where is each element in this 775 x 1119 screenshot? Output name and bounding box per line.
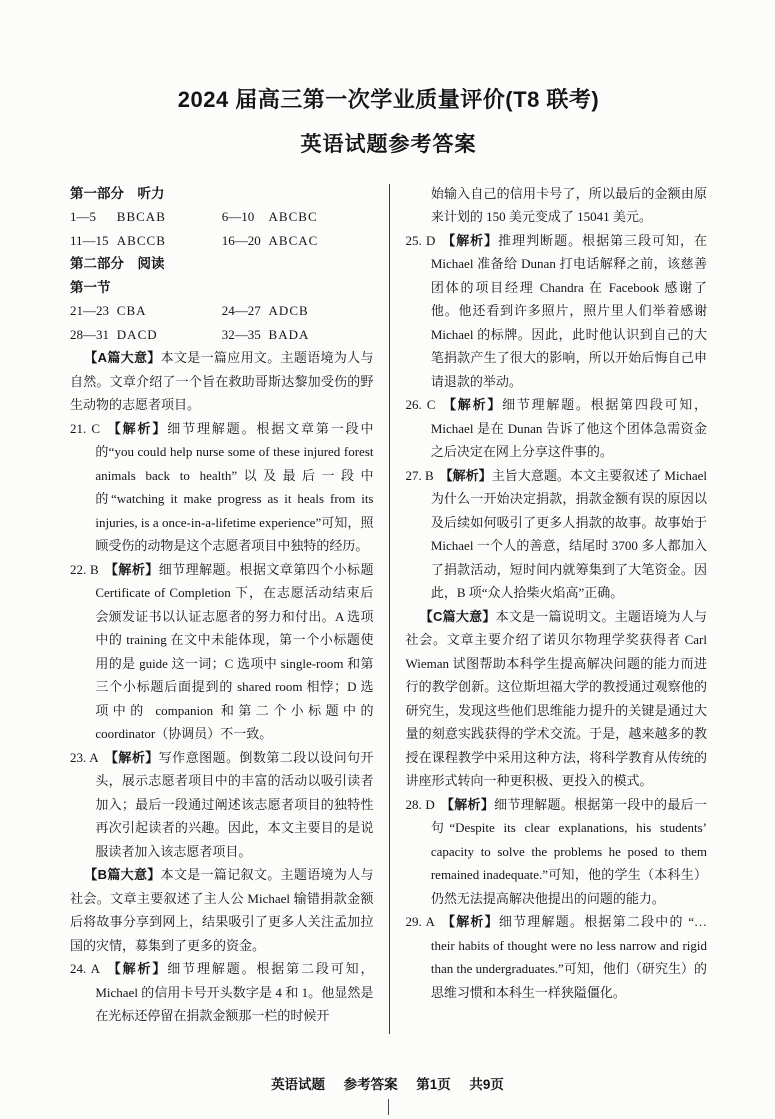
question-range: 24—27 <box>221 303 261 319</box>
label-tag: 【解析】 <box>105 420 168 436</box>
analysis-item: 23. A 【解析】写作意图题。倒数第二段以设问句开头，展示志愿者项目中的丰富的活动以吸引读者加入；最后一段通过阐述该志愿者项目的独特性再次引起读者的兴趣。因此，本文主要目的是说服读者加入该志愿者项目。 <box>70 749 374 859</box>
answer-letters: BADA <box>268 326 310 342</box>
question-number-answer: 24. A <box>70 961 101 977</box>
footer-total-pages: 共9页 <box>469 1077 504 1092</box>
label-tag: 【C篇大意】 <box>419 608 496 624</box>
answer-key-row <box>70 205 374 229</box>
answer-letters: ADCB <box>268 303 309 319</box>
question-number-answer: 29. A <box>405 914 435 930</box>
answer-key-cell <box>70 229 222 253</box>
analysis-item: 27. B 【解析】主旨大意题。本文主要叙述了 Michael 为什么一开始决定捐款，捐款金额有误的原因以及后续如何吸引了更多人捐款的故事。故事始于 Michael 一个人的善意，结尾时 3700 多人都加入了捐款活动，短时间内就筹集到了大笔资金。因此，B 项“众人拾柴火焰高”正确。 <box>405 467 707 601</box>
answer-letters: ABCAC <box>268 232 319 248</box>
footer-page-number: 第1页 <box>416 1077 451 1092</box>
page-footer <box>0 1073 775 1093</box>
passage-summary: 【C篇大意】本文是一篇说明文。主题语境为人与社会。文章主要介绍了诺贝尔物理学奖获得者 Carl Wieman 试图帮助本科学生提高解决问题的能力而进行的教学创新。这位斯坦福大学的教授通过观察他的研究生，发现这些他们思维能力提升的关键是通过大量的刻意实践获得的学术交流。于是，越来越多的教授在课程教学中采用这种方法，将科学教育从传统的讲座形式转向一种更积极、更投入的模式。 <box>405 608 707 789</box>
passage-summary: 【B篇大意】本文是一篇记叙文。主题语境为人与社会。文章主要叙述了主人公 Michael 输错捐款金额后将故事分享到网上，结果吸引了更多人关注孟加拉国的灾情，募集到了更多的资金。 <box>70 867 374 953</box>
label-tag: 【解析】 <box>440 914 499 930</box>
footer-doc-name: 英语试题 <box>271 1077 326 1092</box>
answer-key-cell <box>222 299 374 323</box>
continuation-paragraph: 始输入自己的信用卡号了，所以最后的金额由原来计划的 150 美元变成了 15041 美元。 <box>430 185 707 225</box>
answer-key-cell <box>70 299 222 323</box>
question-range: 32—35 <box>221 326 261 342</box>
answer-key-cell <box>222 323 374 347</box>
question-number-answer: 26. C <box>405 397 436 413</box>
answer-letters: ABCBC <box>268 209 318 225</box>
analysis-item: 22. B 【解析】细节理解题。根据文章第四个小标题 Certificate of Completion 下，在志愿活动结束后会颁发证书以认证志愿者的努力和付出。A 选项中的 training 在文中未能体现，第一个小标题使用的是 guide 这一词；C 选项中 single-room 和第三个小标题后面提到的 shared room 相悖；D 选项中的 companion 和第二个小标题中的 coordinator（协调员）不一致。 <box>70 561 374 742</box>
question-number-answer: 22. B <box>70 561 99 577</box>
answer-key-cell <box>222 205 374 229</box>
answer-key-cell <box>70 323 222 347</box>
section-heading: 第一节 <box>70 279 111 295</box>
answer-letters: BBCAB <box>116 209 166 225</box>
section-heading: 第二部分 阅读 <box>70 256 165 272</box>
question-range: 11—15 <box>70 232 109 248</box>
analysis-item: 26. C 【解析】细节理解题。根据第四段可知，Michael 是在 Dunan 告诉了他这个团体急需资金之后决定在网上分享这件事的。 <box>405 397 707 460</box>
section-heading: 第一部分 听力 <box>70 185 165 201</box>
analysis-item: 21. C 【解析】细节理解题。根据文章第一段中的“you could help nurse some of these injured forest animals back to health”以及最后一段中的“watching it make progress as it heals from its injuries, is a once-in-a-lifetime experience”可知，照顾受伤的动物是这个志愿者项目中独特的经历。 <box>70 420 374 554</box>
answer-letters: ABCCB <box>116 232 166 248</box>
question-number-answer: 25. D <box>405 232 436 248</box>
question-range: 21—23 <box>70 303 109 319</box>
analysis-item: 25. D 【解析】推理判断题。根据第三段可知，在 Michael 准备给 Dunan 打电话解释之前，该慈善团体的项目经理 Chandra 在 Facebook 感谢了他。他还看到许多照片，照片里人们举着感谢 Michael 的标牌。因此，此时他认识到自己的大笔捐款产生了很大的影响，所以开始后悔自己申请退款的举动。 <box>405 232 707 389</box>
question-number-answer: 27. B <box>405 467 434 483</box>
answer-key-cell <box>222 229 374 253</box>
label-tag: 【解析】 <box>441 232 499 248</box>
footer-section-name: 参考答案 <box>343 1077 398 1092</box>
label-tag: 【解析】 <box>440 796 495 812</box>
column-right <box>389 182 708 1034</box>
passage-summary: 【A篇大意】本文是一篇应用文。主题语境为人与自然。文章介绍了一个旨在救助哥斯达黎加受伤的野生动物的志愿者项目。 <box>70 350 374 413</box>
question-range: 16—20 <box>221 232 261 248</box>
label-tag: 【解析】 <box>439 467 492 483</box>
question-range: 28—31 <box>70 326 109 342</box>
fold-mark <box>388 1099 389 1115</box>
analysis-item: 29. A 【解析】细节理解题。根据第二段中的 “… their habits of thought were no less narrow and rigid than the undergraduates.”可知，他们（研究生）的思维习惯和本科生一样狭隘僵化。 <box>405 914 707 1000</box>
label-tag: 【解析】 <box>441 397 503 413</box>
label-tag: 【A篇大意】 <box>84 350 161 366</box>
analysis-item: 24. A 【解析】细节理解题。根据第二段可知，Michael 的信用卡号开头数字是 4 和 1。他显然是在光标还停留在捐款金额那一栏的时候开 <box>70 961 374 1024</box>
question-number-answer: 23. A <box>70 749 99 765</box>
two-column-content <box>70 182 707 1034</box>
answer-key-cell <box>70 205 222 229</box>
question-range: 6—10 <box>221 209 255 225</box>
answer-key-row <box>70 229 374 253</box>
doc-subtitle: 英语试题参考答案 <box>300 132 477 156</box>
label-tag: 【B篇大意】 <box>84 867 161 883</box>
question-number-answer: 28. D <box>405 796 435 812</box>
doc-title: 2024 届高三第一次学业质量评价(T8 联考) <box>177 87 600 112</box>
answer-key-row <box>70 323 374 347</box>
analysis-item: 28. D 【解析】细节理解题。根据第一段中的最后一句“Despite its clear explanations, his students’ capacity to solve the problems he posed to them remained inadequate.”可知，他的学生（本科生）仍然无法提高解决他提出的问题的能力。 <box>405 796 707 906</box>
column-divider <box>389 184 390 1034</box>
label-tag: 【解析】 <box>105 961 168 977</box>
question-number-answer: 21. C <box>70 420 101 436</box>
answer-letters: DACD <box>116 326 158 342</box>
question-range: 1—5 <box>70 209 96 225</box>
label-tag: 【解析】 <box>104 561 159 577</box>
column-left <box>70 182 389 1034</box>
answer-key-row <box>70 299 374 323</box>
answer-letters: CBA <box>116 303 147 319</box>
label-tag: 【解析】 <box>104 749 159 765</box>
